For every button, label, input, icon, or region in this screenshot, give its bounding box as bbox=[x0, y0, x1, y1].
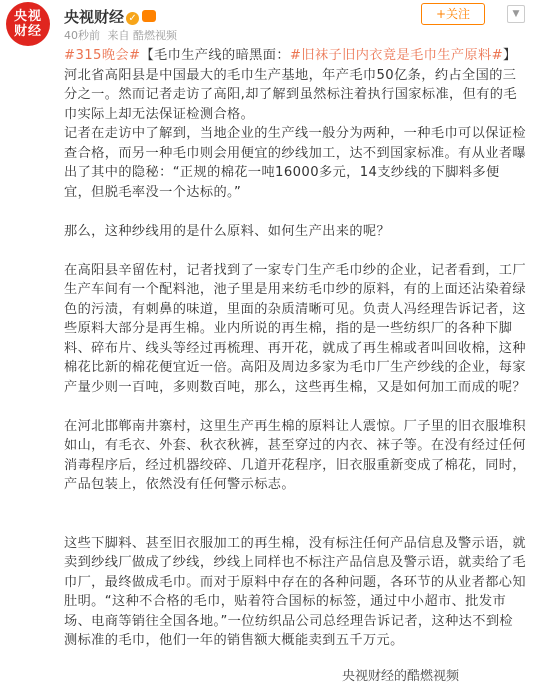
video-watermark: 央视财经的酷燃视频 bbox=[342, 669, 460, 684]
hashtag-315[interactable]: #315晚会# bbox=[64, 48, 141, 63]
verified-icon: ✓ bbox=[126, 12, 139, 25]
hashtag-socks[interactable]: #旧袜子旧内衣竟是毛巾生产原料# bbox=[289, 48, 504, 63]
post-content bbox=[64, 46, 526, 651]
avatar-text-top: 央视 bbox=[13, 9, 42, 24]
paragraph-3: 那么，这种纱线用的是什么原料、如何生产出来的呢？ bbox=[64, 223, 391, 239]
post-meta bbox=[64, 27, 181, 43]
paragraph-6: 这些下脚料、甚至旧衣服加工的再生棉，没有标注任何产品信息及警示语，就卖到纱线厂做成了纱线，纱线上同样也不标注产品信息及警示语，就卖给了毛巾厂，最终做成毛巾。而对于原料中存在的各种问题，各环节的从业者都心知肚明。“这种不合格的毛巾，贴着符合国标的标签，通过中小超市、批发市场、电商等销往全国各地。”一位纺织品公司总经理告诉记者，这种达不到检测标准的毛巾，他们一年的销售额大概能卖到五千万元。 bbox=[64, 535, 526, 648]
avatar-text-bottom: 财经 bbox=[13, 24, 42, 39]
post-time[interactable]: 40秒前 bbox=[64, 29, 100, 42]
paragraph-2: 记者在走访中了解到，当地企业的生产线一般分为两种，一种毛巾可以保证检查合格，而另一种毛巾则会用便宜的纱线加工，达不到国家标准。有从业者曝出了其中的隐秘：“正规的棉花一吨16000多元，14支纱线的下脚料多便宜，但脱毛率没一个达标的。” bbox=[64, 126, 526, 200]
paragraph-5: 在河北邯郸南井寨村，这里生产再生棉的原料让人震惊。厂子里的旧衣服堆积如山，有毛衣、外套、秋衣秋裤，甚至穿过的内衣、袜子等。在没有经过任何消毒程序后，经过机器绞碎、几道开花程序，旧衣服重新变成了棉花，同时，产品包装上，依然没有任何警示标志。 bbox=[64, 418, 526, 492]
chevron-down-icon[interactable]: ▼ bbox=[507, 5, 525, 23]
paragraph-1-text: 河北省高阳县是中国最大的毛巾生产基地，年产毛巾50亿条，约占全国的三分之一。然而记者走访了高阳,却了解到虽然标注着执行国家标准，但有的毛巾实际上却无法保证检测合格。 bbox=[64, 67, 517, 122]
post-header bbox=[0, 0, 550, 46]
author-name-row bbox=[64, 6, 156, 27]
title-end: 】 bbox=[503, 48, 517, 63]
paragraph-4: 在高阳县辛留佐村，记者找到了一家专门生产毛巾纱的企业，记者看到，工厂生产车间有一个配料池，池子里是用来纺毛巾纱的原料，有的上面还沾染着绿色的污渍，有刺鼻的味道，里面的杂质清晰可见。负责人冯经理告诉记者，这些原料大部分是再生棉。业内所说的再生棉，指的是一些纺织厂的各种下脚料、碎布片、线头等经过再梳理、再开花，就成了再生棉或者叫回收棉，这种棉花比新的棉花便宜近一倍。高阳及周边多家为毛巾厂生产纱线的企业，每家产量少则一百吨，多则数百吨，那么，这些再生棉，又是如何加工而成的呢？ bbox=[64, 262, 526, 395]
vip-icon bbox=[142, 10, 156, 22]
title-text: 【毛巾生产线的暗黑面： bbox=[140, 48, 290, 63]
avatar[interactable] bbox=[6, 2, 50, 46]
post-source[interactable]: 来自 酷燃视频 bbox=[107, 29, 177, 42]
author-name[interactable]: 央视财经 bbox=[64, 8, 125, 26]
follow-button[interactable]: +关注 bbox=[421, 3, 485, 25]
paragraph-1 bbox=[64, 46, 526, 124]
